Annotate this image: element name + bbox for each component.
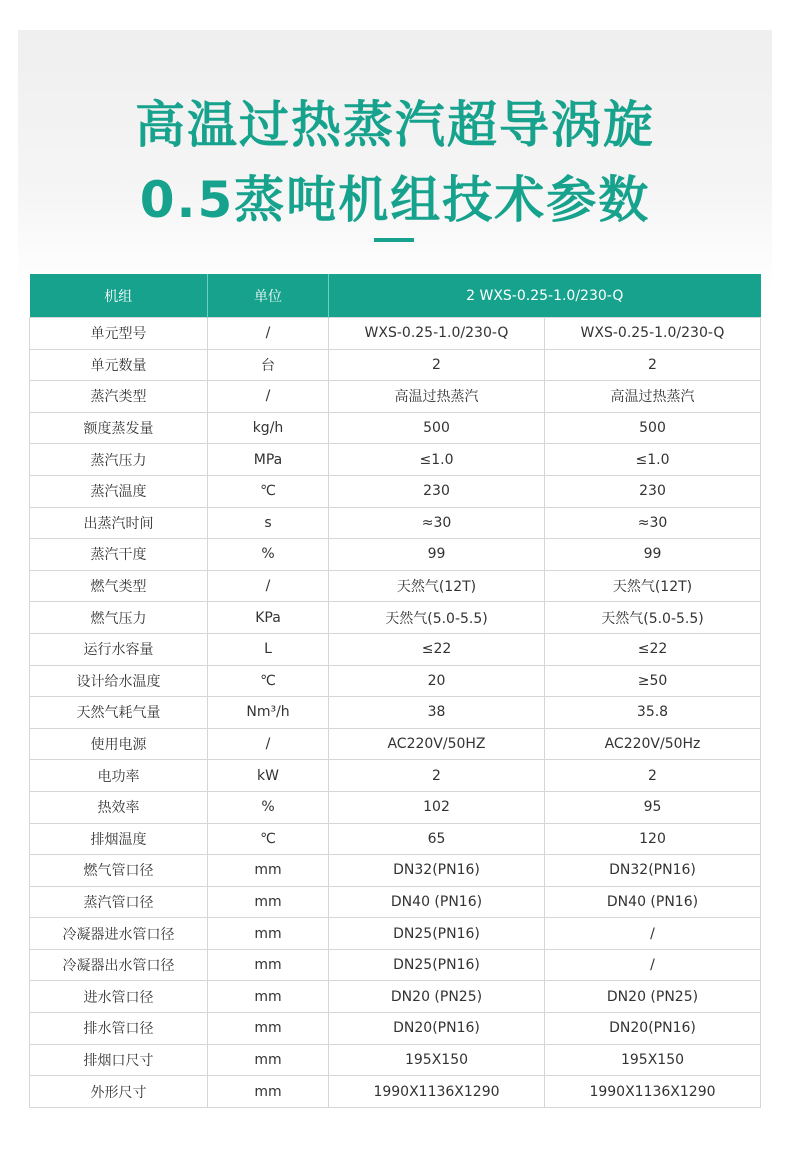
value-col-1: 230 bbox=[329, 475, 545, 507]
param-name: 进水管口径 bbox=[30, 981, 208, 1013]
table-row bbox=[30, 918, 761, 950]
page-title-line2: 0.5蒸吨机组技术参数 bbox=[139, 171, 651, 229]
param-unit: / bbox=[208, 728, 329, 760]
param-name: 出蒸汽时间 bbox=[30, 507, 208, 539]
value-col-2: ≤1.0 bbox=[545, 444, 761, 476]
table-row bbox=[30, 823, 761, 855]
value-col-2: DN20 (PN25) bbox=[545, 981, 761, 1013]
table-row bbox=[30, 697, 761, 729]
value-col-1: ≈30 bbox=[329, 507, 545, 539]
param-name: 蒸汽干度 bbox=[30, 539, 208, 571]
header-unit-group: 机组 bbox=[30, 274, 208, 318]
param-unit: 台 bbox=[208, 349, 329, 381]
value-col-1: 38 bbox=[329, 697, 545, 729]
spec-table bbox=[29, 274, 761, 1108]
value-col-2: 1990X1136X1290 bbox=[545, 1076, 761, 1108]
table-row bbox=[30, 886, 761, 918]
param-unit: % bbox=[208, 791, 329, 823]
table-row bbox=[30, 444, 761, 476]
table-row bbox=[30, 855, 761, 887]
value-col-2: 2 bbox=[545, 760, 761, 792]
value-col-1: DN32(PN16) bbox=[329, 855, 545, 887]
value-col-2: / bbox=[545, 949, 761, 981]
header-unit: 单位 bbox=[208, 274, 329, 318]
value-col-1: 1990X1136X1290 bbox=[329, 1076, 545, 1108]
table-row bbox=[30, 981, 761, 1013]
value-col-1: DN25(PN16) bbox=[329, 949, 545, 981]
param-unit: mm bbox=[208, 981, 329, 1013]
param-unit: mm bbox=[208, 918, 329, 950]
param-name: 天然气耗气量 bbox=[30, 697, 208, 729]
value-col-1: DN25(PN16) bbox=[329, 918, 545, 950]
value-col-2: ≤22 bbox=[545, 633, 761, 665]
table-row bbox=[30, 760, 761, 792]
value-col-1: 500 bbox=[329, 412, 545, 444]
table-row bbox=[30, 949, 761, 981]
param-unit: MPa bbox=[208, 444, 329, 476]
value-col-1: 195X150 bbox=[329, 1044, 545, 1076]
value-col-1: WXS-0.25-1.0/230-Q bbox=[329, 318, 545, 350]
table-row bbox=[30, 475, 761, 507]
param-name: 运行水容量 bbox=[30, 633, 208, 665]
param-unit: L bbox=[208, 633, 329, 665]
value-col-1: 2 bbox=[329, 349, 545, 381]
param-unit: mm bbox=[208, 949, 329, 981]
value-col-2: ≈30 bbox=[545, 507, 761, 539]
param-name: 燃气压力 bbox=[30, 602, 208, 634]
param-unit: mm bbox=[208, 855, 329, 887]
value-col-1: 天然气(5.0-5.5) bbox=[329, 602, 545, 634]
param-unit: / bbox=[208, 570, 329, 602]
param-name: 单元数量 bbox=[30, 349, 208, 381]
value-col-1: 65 bbox=[329, 823, 545, 855]
value-col-2: DN20(PN16) bbox=[545, 1013, 761, 1045]
value-col-2: 天然气(5.0-5.5) bbox=[545, 602, 761, 634]
param-name: 排烟温度 bbox=[30, 823, 208, 855]
value-col-2: DN32(PN16) bbox=[545, 855, 761, 887]
table-row bbox=[30, 1044, 761, 1076]
value-col-1: DN20 (PN25) bbox=[329, 981, 545, 1013]
value-col-1: 102 bbox=[329, 791, 545, 823]
table-row bbox=[30, 349, 761, 381]
value-col-2: AC220V/50Hz bbox=[545, 728, 761, 760]
value-col-2: 35.8 bbox=[545, 697, 761, 729]
param-name: 蒸汽温度 bbox=[30, 475, 208, 507]
value-col-2: DN40 (PN16) bbox=[545, 886, 761, 918]
value-col-2: 500 bbox=[545, 412, 761, 444]
table-row bbox=[30, 1013, 761, 1045]
value-col-2: 高温过热蒸汽 bbox=[545, 381, 761, 413]
value-col-1: ≤1.0 bbox=[329, 444, 545, 476]
param-name: 蒸汽压力 bbox=[30, 444, 208, 476]
table-body bbox=[30, 318, 761, 1108]
param-unit: kg/h bbox=[208, 412, 329, 444]
param-name: 使用电源 bbox=[30, 728, 208, 760]
value-col-1: DN20(PN16) bbox=[329, 1013, 545, 1045]
value-col-1: ≤22 bbox=[329, 633, 545, 665]
param-unit: ℃ bbox=[208, 823, 329, 855]
param-unit: kW bbox=[208, 760, 329, 792]
table-row bbox=[30, 381, 761, 413]
param-unit: mm bbox=[208, 886, 329, 918]
table-row bbox=[30, 665, 761, 697]
value-col-2: WXS-0.25-1.0/230-Q bbox=[545, 318, 761, 350]
value-col-2: / bbox=[545, 918, 761, 950]
value-col-2: 195X150 bbox=[545, 1044, 761, 1076]
param-name: 冷凝器出水管口径 bbox=[30, 949, 208, 981]
value-col-2: ≥50 bbox=[545, 665, 761, 697]
param-name: 单元型号 bbox=[30, 318, 208, 350]
value-col-1: 高温过热蒸汽 bbox=[329, 381, 545, 413]
param-unit: Nm³/h bbox=[208, 697, 329, 729]
param-unit: % bbox=[208, 539, 329, 571]
table-row bbox=[30, 1076, 761, 1108]
value-col-1: AC220V/50HZ bbox=[329, 728, 545, 760]
param-name: 热效率 bbox=[30, 791, 208, 823]
param-unit: / bbox=[208, 381, 329, 413]
value-col-1: 天然气(12T) bbox=[329, 570, 545, 602]
param-name: 燃气类型 bbox=[30, 570, 208, 602]
table-row bbox=[30, 539, 761, 571]
param-name: 排水管口径 bbox=[30, 1013, 208, 1045]
table-row bbox=[30, 507, 761, 539]
value-col-2: 95 bbox=[545, 791, 761, 823]
table-row bbox=[30, 570, 761, 602]
param-name: 额度蒸发量 bbox=[30, 412, 208, 444]
value-col-2: 230 bbox=[545, 475, 761, 507]
param-name: 设计给水温度 bbox=[30, 665, 208, 697]
value-col-1: 2 bbox=[329, 760, 545, 792]
param-name: 排烟口尺寸 bbox=[30, 1044, 208, 1076]
table-row bbox=[30, 412, 761, 444]
param-unit: mm bbox=[208, 1044, 329, 1076]
value-col-1: 20 bbox=[329, 665, 545, 697]
param-name: 燃气管口径 bbox=[30, 855, 208, 887]
param-unit: KPa bbox=[208, 602, 329, 634]
value-col-2: 120 bbox=[545, 823, 761, 855]
value-col-2: 天然气(12T) bbox=[545, 570, 761, 602]
table-row bbox=[30, 728, 761, 760]
param-name: 蒸汽管口径 bbox=[30, 886, 208, 918]
param-name: 电功率 bbox=[30, 760, 208, 792]
value-col-1: 99 bbox=[329, 539, 545, 571]
table-row bbox=[30, 602, 761, 634]
table-row bbox=[30, 633, 761, 665]
param-unit: mm bbox=[208, 1076, 329, 1108]
param-unit: mm bbox=[208, 1013, 329, 1045]
title-divider bbox=[374, 238, 414, 242]
table-row bbox=[30, 318, 761, 350]
header-model: 2 WXS-0.25-1.0/230-Q bbox=[329, 274, 761, 318]
param-name: 冷凝器进水管口径 bbox=[30, 918, 208, 950]
param-name: 外形尺寸 bbox=[30, 1076, 208, 1108]
param-name: 蒸汽类型 bbox=[30, 381, 208, 413]
value-col-2: 2 bbox=[545, 349, 761, 381]
param-unit: ℃ bbox=[208, 475, 329, 507]
table-row bbox=[30, 791, 761, 823]
table-header-row bbox=[30, 274, 761, 318]
param-unit: ℃ bbox=[208, 665, 329, 697]
page-title-line1: 高温过热蒸汽超导涡旋 bbox=[135, 96, 655, 154]
param-unit: s bbox=[208, 507, 329, 539]
value-col-2: 99 bbox=[545, 539, 761, 571]
param-unit: / bbox=[208, 318, 329, 350]
value-col-1: DN40 (PN16) bbox=[329, 886, 545, 918]
